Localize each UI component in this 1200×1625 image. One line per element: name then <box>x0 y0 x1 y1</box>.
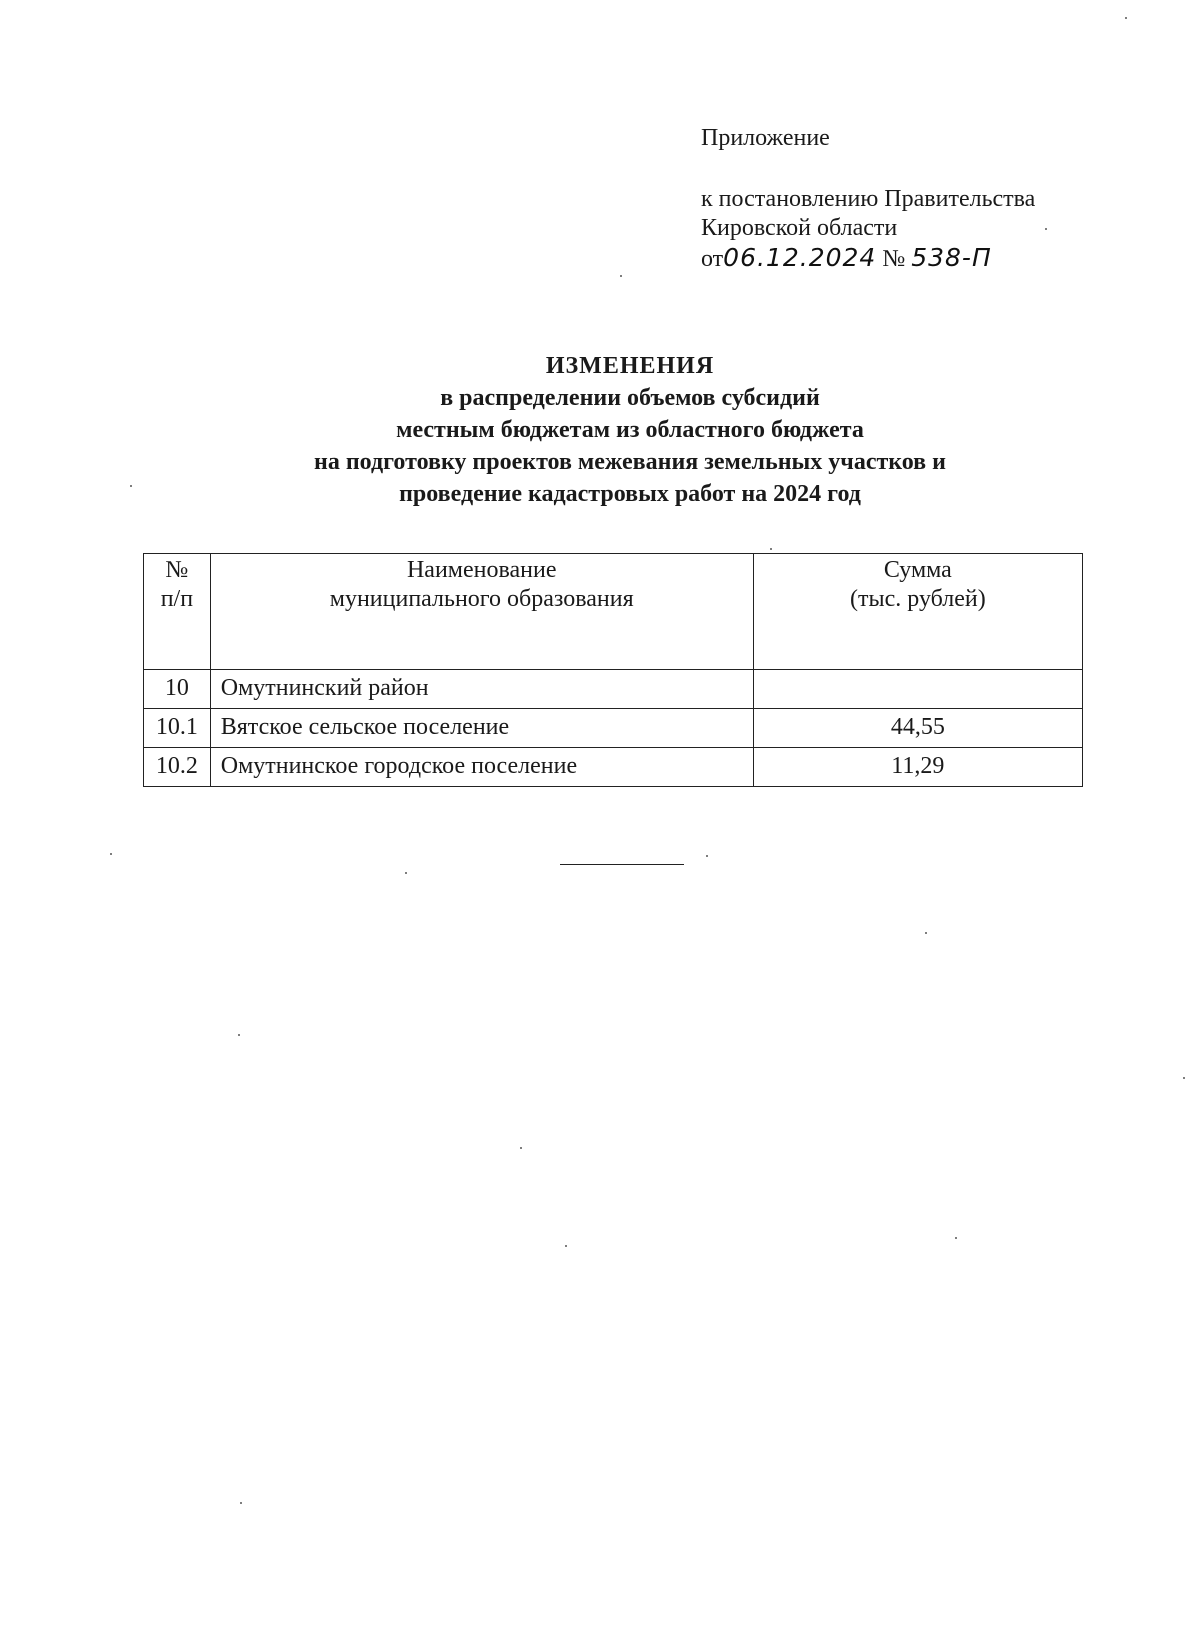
row-name: Омутнинское городское поселение <box>210 748 753 787</box>
handwritten-date: 06.12.2024 <box>723 243 877 272</box>
scan-speck <box>1125 17 1127 19</box>
row-name: Вятское сельское поселение <box>210 709 753 748</box>
scan-speck <box>706 855 708 857</box>
row-sum: 11,29 <box>753 748 1082 787</box>
scan-speck <box>238 1034 240 1036</box>
scan-speck <box>520 1147 522 1149</box>
scan-speck <box>240 1502 242 1504</box>
heading-line-1: в распределении объемов субсидий <box>440 385 820 411</box>
scan-speck <box>955 1237 957 1239</box>
header-name <box>210 554 753 670</box>
table-header-row <box>144 554 1083 670</box>
scan-speck <box>110 853 112 855</box>
scan-speck <box>405 872 407 874</box>
scan-speck <box>565 1245 567 1247</box>
header-number-line-2: п/п <box>160 586 194 612</box>
row-number: 10.1 <box>144 709 211 748</box>
handwritten-number: 538-П <box>911 243 992 272</box>
header-sum <box>753 554 1082 670</box>
scan-speck <box>770 548 772 550</box>
row-sum: 44,55 <box>753 709 1082 748</box>
document-heading <box>150 350 1110 510</box>
appendix-line-1: к постановлению Правительства <box>701 186 1036 212</box>
end-divider-line <box>560 864 684 865</box>
appendix-date-line <box>701 243 1121 274</box>
row-number: 10.2 <box>144 748 211 787</box>
header-name-line-2: муниципального образования <box>329 586 634 612</box>
table-row <box>144 709 1083 748</box>
header-sum-line-2: (тыс. рублей) <box>850 586 986 612</box>
heading-line-4: проведение кадастровых работ на 2024 год <box>399 481 861 507</box>
scan-speck <box>130 485 132 487</box>
table-row <box>144 670 1083 709</box>
scan-speck <box>620 275 622 277</box>
appendix-block <box>701 124 1121 274</box>
row-number: 10 <box>144 670 211 709</box>
date-prefix: от <box>701 246 724 272</box>
header-name-line-1: Наименование <box>406 557 557 583</box>
header-sum-line-1: Сумма <box>883 557 952 583</box>
heading-line-3: на подготовку проектов межевания земельных участков и <box>314 449 946 475</box>
appendix-title: Приложение <box>701 125 830 151</box>
row-name: Омутнинский район <box>210 670 753 709</box>
appendix-line-2: Кировской области <box>701 215 898 241</box>
row-sum <box>753 670 1082 709</box>
heading-main: ИЗМЕНЕНИЯ <box>545 353 715 379</box>
number-prefix: № <box>882 246 906 272</box>
heading-line-2: местным бюджетам из областного бюджета <box>396 417 864 443</box>
header-number-line-1: № <box>165 557 189 583</box>
table-row <box>144 748 1083 787</box>
scan-speck <box>925 932 927 934</box>
subsidy-table <box>143 553 1083 787</box>
scan-speck <box>1045 228 1047 230</box>
header-number <box>144 554 211 670</box>
scan-speck <box>1183 1077 1185 1079</box>
